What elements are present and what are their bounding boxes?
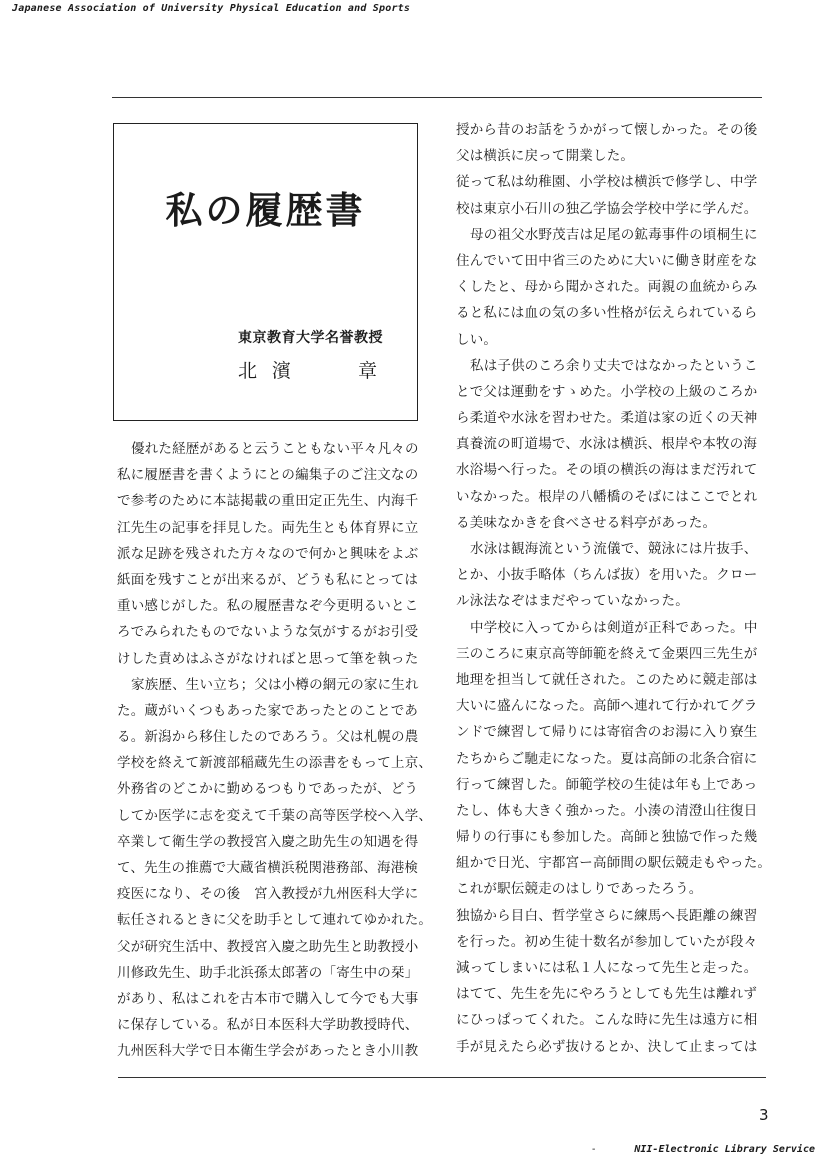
text-line: を行った。初め生徒十数名が参加していたが段々 [456, 933, 758, 950]
text-line: 転任されるときに父を助手として連れてゆかれた。 [117, 912, 433, 929]
author-name-part1: 北 [238, 360, 258, 382]
text-line: とで父は運動をすゝめた。小学校の上級のころか [456, 383, 758, 400]
text-line: くしたと、母から聞かされた。両親の血統からみ [456, 279, 758, 296]
footer-dot: - [592, 1144, 596, 1155]
text-line: ル泳法なぞはまだやっていなかった。 [456, 593, 689, 610]
text-line: 外務省のどこかに勤めるつもりであったが、どう [117, 781, 419, 798]
page-number: 3 [759, 1106, 769, 1124]
article-title: 私の履歴書 [165, 188, 366, 232]
text-line: 重い感じがした。私の履歴書なぞ今更明るいとこ [117, 598, 419, 615]
text-line: て、先生の推薦で大蔵省横浜税関港務部、海港検 [117, 860, 419, 876]
text-line: 優れた経歴があると云うこともない平々凡々の [131, 441, 419, 457]
text-line: 真養流の町道場で、水泳は横浜、根岸や本牧の海 [456, 436, 758, 453]
text-line: 校は東京小石川の独乙学協会学校中学に学んだ。 [456, 200, 758, 217]
text-line: 大いに盛んになった。高師へ連れて行かれてグラ [456, 698, 758, 715]
text-line: 住んでいて田中省三のために大いに働き財産をな [456, 252, 758, 269]
author-affiliation: 東京教育大学名誉教授 [238, 330, 383, 346]
text-line: 組かで日光、宇都宮ー高師間の駅伝競走もやった。 [456, 855, 772, 872]
text-line: ら柔道や水泳を習わせた。柔道は家の近くの天神 [456, 410, 758, 427]
text-line: 授から昔のお話をうかがって懐しかった。その後 [456, 122, 758, 138]
text-line: る美味なかきを食べさせる料亭があった。 [456, 514, 717, 531]
text-line: に保存している。私が日本医科大学助教授時代、 [117, 1017, 419, 1034]
text-line: 家族歴、生い立ち；父は小樽の網元の家に生れ [131, 676, 419, 693]
text-line: けした責めはふさがなければと思って筆を執った [117, 650, 419, 667]
text-line: 母の祖父水野茂吉は足尾の鉱毒事件の頃桐生に [470, 226, 758, 243]
text-line: 派な足跡を残された方々なので何かと興味をよぶ [117, 545, 419, 562]
text-line: 地理を担当して就任された。このために競走部は [456, 671, 758, 688]
text-line: る。新潟から移住したのであろう。父は札幌の農 [117, 729, 419, 746]
text-line: 帰りの行事にも参加した。高師と独協で作った幾 [456, 829, 758, 846]
text-line: ると私には血の気の多い性格が伝えられているら [456, 305, 758, 322]
text-line: 減ってしまいには私１人になって先生と走った。 [456, 960, 758, 976]
text-line: 九州医科大学で日本衛生学会があったとき小川教 [117, 1043, 419, 1060]
text-line: があり、私はこれを古本市で購入して今でも大事 [117, 990, 419, 1007]
text-line: はてて、先生を先にやろうとしても先生は離れず [456, 986, 758, 1003]
text-line: してか医学に志を変えて千葉の高等医学校へ入学、 [117, 807, 433, 824]
text-line: 江先生の記事を拝見した。両先生とも体育界に立 [117, 519, 419, 536]
text-line: 水浴場へ行った。その頃の横浜の海はまだ汚れて [456, 462, 758, 479]
text-line: 従って私は幼稚園、小学校は横浜で修学し、中学 [456, 174, 758, 191]
text-line: 行って練習した。師範学校の生徒は年も上であっ [456, 776, 758, 793]
text-line: ンドで練習して帰りには寄宿舎のお湯に入り寮生 [456, 724, 758, 741]
text-line: で参考のために本誌掲載の重田定正先生、内海千 [117, 493, 419, 510]
source-footer-note: NII-Electronic Library Service [634, 1144, 815, 1155]
text-line: しい。 [456, 331, 498, 348]
text-line: いなかった。根岸の八幡橋のそばにはここでとれ [456, 488, 758, 505]
text-line: たし、体も大きく強かった。小湊の清澄山往復日 [456, 802, 758, 819]
text-line: 父は横浜に戻って開業した。 [456, 148, 635, 165]
text-line: 紙面を残すことが出来るが、どうも私にとっては [117, 571, 419, 588]
text-line: 私に履歴書を書くようにとの編集子のご注文なの [117, 467, 419, 484]
text-line: 学校を終えて新渡部稲蔵先生の添書をもって上京、 [117, 755, 433, 772]
text-line: ろでみられたものでないような気がするがお引受 [117, 624, 419, 641]
text-line: 川修政先生、助手北浜孫太郎著の「寄生中の栞」 [117, 964, 419, 981]
text-line: 父が研究生活中、教授宮入慶之助先生と助教授小 [117, 938, 419, 955]
text-line: たちからご馳走になった。夏は高師の北条合宿に [456, 750, 758, 767]
text-line: た。蔵がいくつもあった家であったとのことであ [117, 702, 419, 719]
top-rule [112, 97, 762, 98]
text-line: これが駅伝競走のはしりであったろう。 [456, 881, 703, 898]
text-line: 水泳は観海流という流儀で、競泳には片抜手、 [470, 541, 758, 557]
text-line: 疫医になり、その後 宮入教授が九州医科大学に [117, 886, 419, 903]
author-name-part2: 濱 [272, 360, 292, 382]
author-name-part3: 章 [358, 360, 378, 382]
text-line: 私は子供のころ余り丈夫ではなかったというこ [470, 357, 758, 374]
title-box [113, 123, 418, 421]
left-text-column [117, 439, 432, 1068]
text-line: 手が見えたら必ず抜けるとか、決して止まっては [456, 1038, 758, 1055]
text-line: 中学校に入ってからは剣道が正科であった。中 [470, 619, 758, 636]
bottom-rule [118, 1077, 766, 1078]
text-line: 独協から目白、哲学堂さらに練馬へ長距離の練習 [456, 907, 758, 924]
text-line: 三のころに東京高等師範を終えて金栗四三先生が [456, 645, 758, 662]
text-line: とか、小抜手略体（ちんば抜）を用いた。クロー [456, 567, 758, 584]
journal-header-note: Japanese Association of University Physical Education and Sports [12, 3, 411, 14]
text-line: にひっぱってくれた。こんな時に先生は遠方に相 [456, 1012, 758, 1029]
right-text-column [456, 120, 771, 1063]
text-line: 卒業して衛生学の教授宮入慶之助先生の知遇を得 [117, 833, 419, 850]
